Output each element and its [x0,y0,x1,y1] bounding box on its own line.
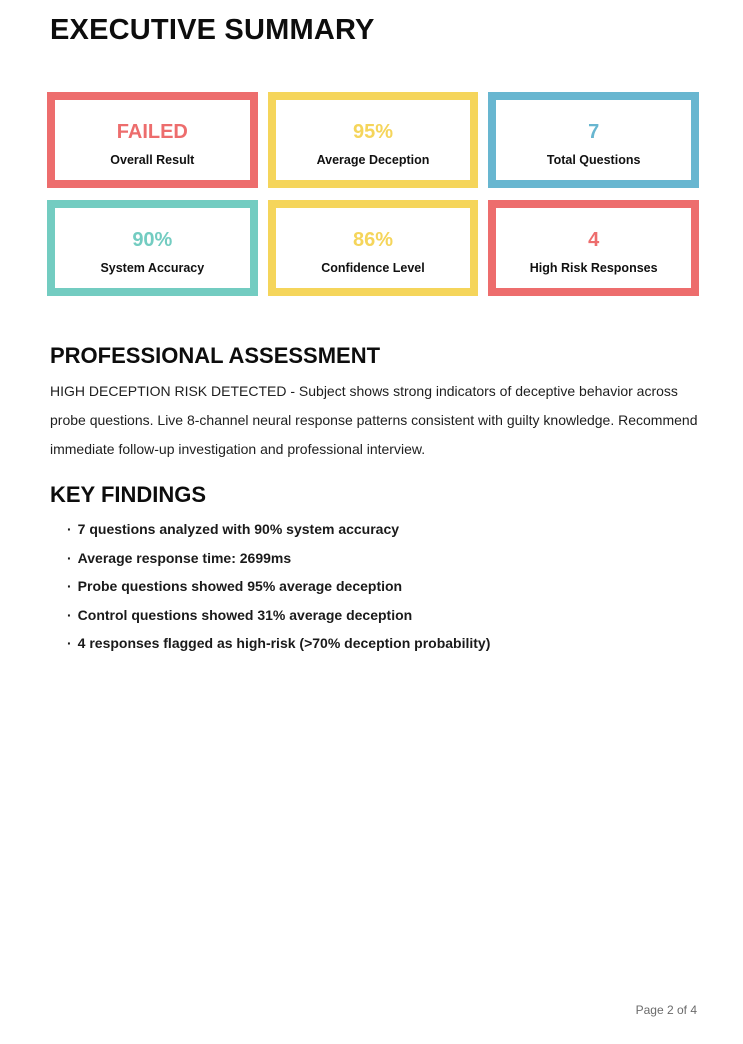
metric-label: High Risk Responses [529,260,658,275]
bullet-dot: · [67,578,72,595]
page-number: Page 2 of 4 [635,1003,697,1017]
metric-value: 4 [588,228,600,251]
metric-value: 95% [352,120,393,143]
page-title: EXECUTIVE SUMMARY [50,14,375,46]
metric-card [47,200,258,296]
metric-label: Confidence Level [321,260,425,275]
metric-cards-grid [47,92,699,296]
metric-card [268,92,479,188]
finding-text: 4 responses flagged as high-risk (>70% deception probability) [77,635,491,652]
metric-value: FAILED [116,120,188,143]
assessment-body: HIGH DECEPTION RISK DETECTED - Subject shows strong indicators of deceptive behavior across probe questions. Live 8-channel neural response patterns consistent with guilty knowledge. Recommend immediate follow-up investigation and professional interview. [50,383,698,457]
metric-card [488,92,699,188]
finding-text: 7 questions analyzed with 90% system accuracy [77,521,400,537]
metric-label: Overall Result [110,152,195,167]
finding-item [50,572,700,601]
finding-item [50,544,700,573]
bullet-dot: · [67,606,72,623]
metric-card [268,200,479,296]
finding-item [50,601,700,630]
metric-card [488,200,699,296]
bullet-dot: · [67,549,72,566]
finding-text: Average response time: 2699ms [77,549,292,566]
bullet-dot: · [67,635,72,652]
finding-item [50,515,700,544]
findings-list [50,515,700,658]
finding-item [50,629,700,658]
finding-text: Probe questions showed 95% average deception [77,578,403,595]
metric-value: 7 [588,120,600,143]
metric-label: Average Deception [316,152,430,167]
metric-label: Total Questions [546,152,641,167]
metric-value: 90% [132,228,173,251]
finding-text: Control questions showed 31% average deception [77,606,413,623]
metric-label: System Accuracy [100,260,205,275]
assessment-heading: PROFESSIONAL ASSESSMENT [50,343,381,368]
metric-card [47,92,258,188]
findings-heading: KEY FINDINGS [50,482,207,507]
bullet-dot: · [67,521,72,537]
metric-value: 86% [352,228,393,251]
